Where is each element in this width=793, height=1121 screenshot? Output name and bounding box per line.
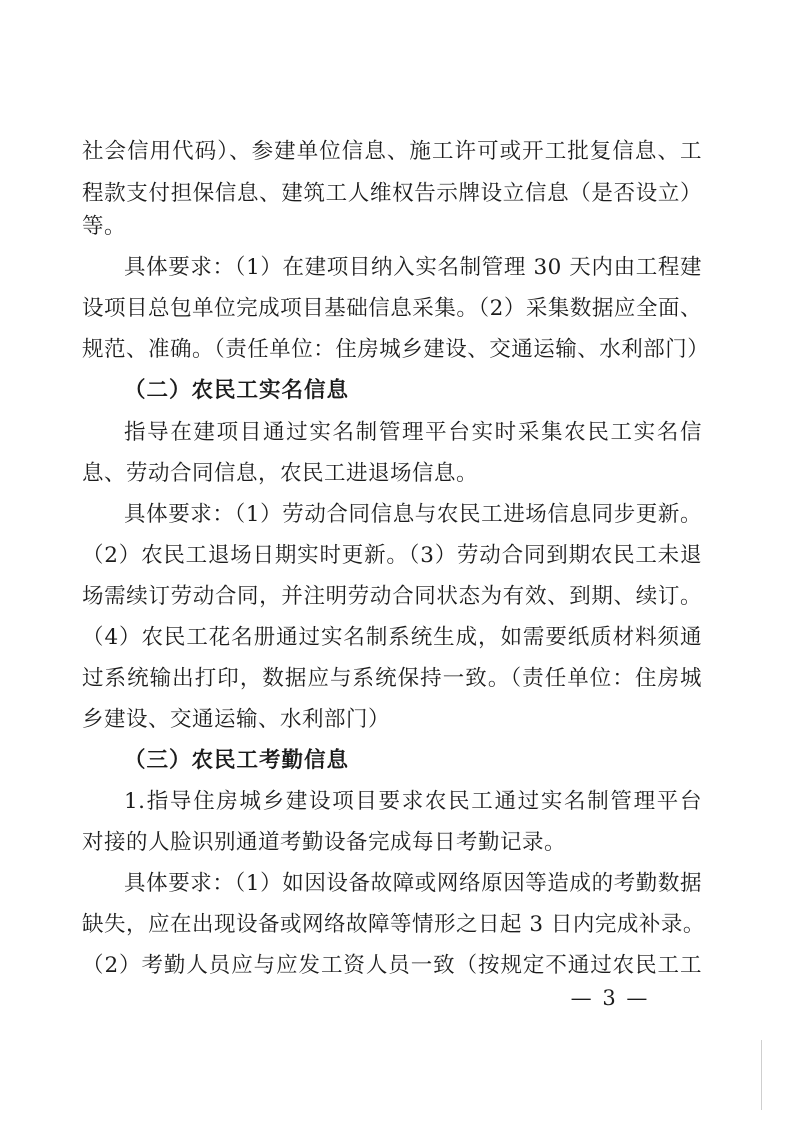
section-heading: （二）农民工实名信息 xyxy=(124,378,350,403)
body-line: （2）考勤人员应与应发工资人员一致（按规定不通过农民工工 xyxy=(82,953,702,978)
body-line: 过系统输出打印，数据应与系统保持一致。（责任单位：住房城 xyxy=(82,666,702,691)
body-line: 等。 xyxy=(82,214,127,239)
body-line: 指导在建项目通过实名制管理平台实时采集农民工实名信 xyxy=(124,420,702,445)
body-line: 对接的人脸识别通道考勤设备完成每日考勤记录。 xyxy=(82,830,567,855)
body-line: 规范、准确。（责任单位：住房城乡建设、交通运输、水利部门） xyxy=(82,337,710,362)
section-heading: （三）农民工考勤信息 xyxy=(124,748,350,773)
body-line: 具体要求：（1）劳动合同信息与农民工进场信息同步更新。 xyxy=(124,502,702,527)
body-line: 场需续订劳动合同，并注明劳动合同状态为有效、到期、续订。 xyxy=(82,584,702,609)
body-line: 程款支付担保信息、建筑工人维权告示牌设立信息（是否设立） xyxy=(82,181,702,206)
scan-edge-mark xyxy=(761,1040,762,1110)
body-line: 设项目总包单位完成项目基础信息采集。（2）采集数据应全面、 xyxy=(82,296,702,321)
body-line: （4）农民工花名册通过实名制系统生成，如需要纸质材料须通 xyxy=(82,625,702,650)
body-line: 具体要求：（1）在建项目纳入实名制管理 30 天内由工程建 xyxy=(124,255,702,280)
body-line: （2）农民工退场日期实时更新。（3）劳动合同到期农民工未退 xyxy=(82,543,702,568)
body-line: 缺失，应在出现设备或网络故障等情形之日起 3 日内完成补录。 xyxy=(82,912,705,937)
body-line: 乡建设、交通运输、水利部门） xyxy=(82,707,391,732)
body-line: 社会信用代码）、参建单位信息、施工许可或开工批复信息、工 xyxy=(82,139,702,164)
page-number: — 3 — xyxy=(570,986,650,1010)
body-line: 具体要求：（1）如因设备故障或网络原因等造成的考勤数据 xyxy=(124,871,702,896)
body-line: 1.指导住房城乡建设项目要求农民工通过实名制管理平台 xyxy=(124,789,702,814)
body-line: 息、劳动合同信息，农民工进退场信息。 xyxy=(82,461,479,486)
